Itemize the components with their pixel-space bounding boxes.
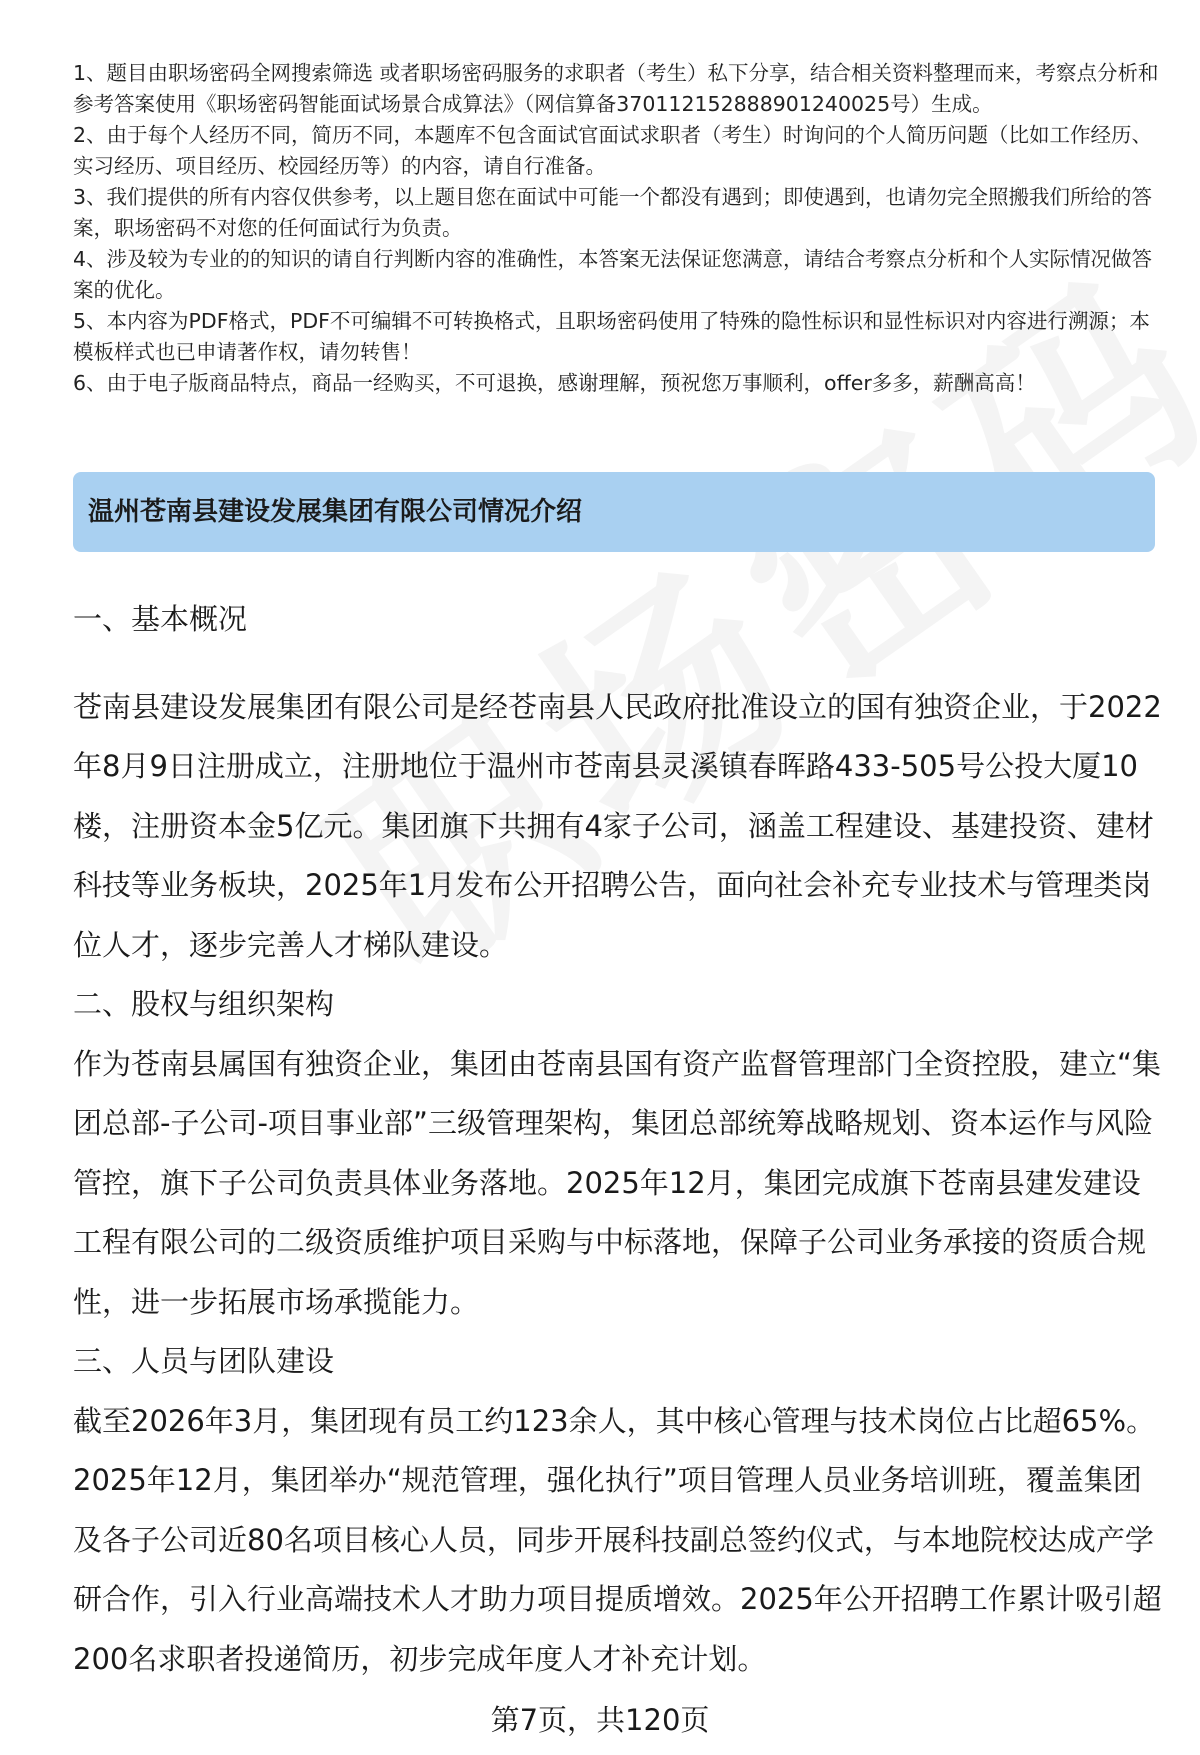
title-banner (73, 472, 1155, 552)
notice-item-3: 3、我们提供的所有内容仅供参考，以上题目您在面试中可能一个都没有遇到；即使遇到，也请勿完全照搬我们所给的答案，职场密码不对您的任何面试行为负责。 (73, 185, 1153, 240)
section-heading-basic-overview: 一、基本概况 (73, 602, 248, 636)
main-content (73, 590, 1163, 1689)
notice-item-1: 1、题目由职场密码全网搜索筛选 或者职场密码服务的求职者（考生）私下分享，结合相关资料整理而来，考察点分析和参考答案使用《职场密码智能面试场景合成算法》（网信算备370112152888901240025号）生成。 (73, 61, 1159, 116)
section-body-basic-overview: 苍南县建设发展集团有限公司是经苍南县人民政府批准设立的国有独资企业，于2022年8月9日注册成立，注册地位于温州市苍南县灵溪镇春晖路433-505号公投大厦10楼，注册资本金5亿元。集团旗下共拥有4家子公司，涵盖工程建设、基建投资、建材科技等业务板块，2025年1月发布公开招聘公告，面向社会补充专业技术与管理类岗位人才，逐步完善人才梯队建设。 (73, 689, 1162, 962)
notice-block (73, 58, 1163, 399)
section-heading-equity-structure: 二、股权与组织架构 (73, 987, 335, 1021)
notice-item-4: 4、涉及较为专业的的知识的请自行判断内容的准确性，本答案无法保证您满意，请结合考察点分析和个人实际情况做答案的优化。 (73, 247, 1153, 302)
section-heading-staff-team: 三、人员与团队建设 (73, 1344, 335, 1378)
section-body-equity-structure: 作为苍南县属国有独资企业，集团由苍南县国有资产监督管理部门全资控股，建立“集团总部-子公司-项目事业部”三级管理架构，集团总部统筹战略规划、资本运作与风险管控，旗下子公司负责具体业务落地。2025年12月，集团完成旗下苍南县建发建设工程有限公司的二级资质维护项目采购与中标落地，保障子公司业务承接的资质合规性，进一步拓展市场承揽能力。 (73, 1046, 1162, 1319)
notice-item-5: 5、本内容为PDF格式，PDF不可编辑不可转换格式，且职场密码使用了特殊的隐性标识和显性标识对内容进行溯源；本模板样式也已申请著作权，请勿转售！ (73, 309, 1150, 364)
page-title: 温州苍南县建设发展集团有限公司情况介绍 (88, 497, 583, 527)
section-body-staff-team: 截至2026年3月，集团现有员工约123余人，其中核心管理与技术岗位占比超65%。2025年12月，集团举办“规范管理，强化执行”项目管理人员业务培训班，覆盖集团及各子公司近80名项目核心人员，同步开展科技副总签约仪式，与本地院校达成产学研合作，引入行业高端技术人才助力项目提质增效。2025年公开招聘工作累计吸引超200名求职者投递简历，初步完成年度人才补充计划。 (73, 1403, 1162, 1676)
notice-item-2: 2、由于每个人经历不同，简历不同，本题库不包含面试官面试求职者（考生）时询问的个人简历问题（比如工作经历、实习经历、项目经历、校园经历等）的内容，请自行准备。 (73, 123, 1153, 178)
page-number: 第7页，共120页 (490, 1703, 710, 1737)
notice-item-6: 6、由于电子版商品特点，商品一经购买，不可退换，感谢理解，预祝您万事顺利，offer多多，薪酬高高！ (73, 371, 1036, 395)
